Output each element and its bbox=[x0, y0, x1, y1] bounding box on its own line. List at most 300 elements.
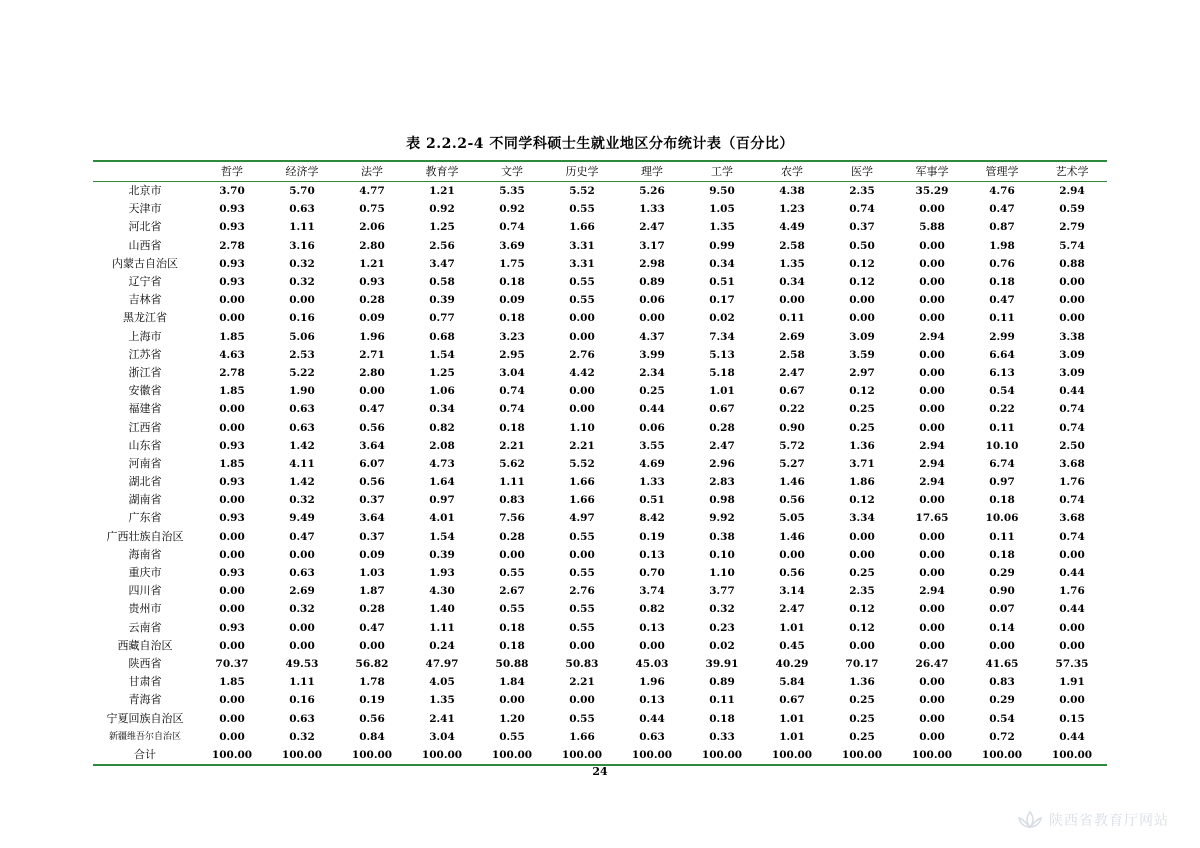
value-cell: 2.78 bbox=[219, 239, 245, 252]
value-cell: 3.71 bbox=[849, 457, 875, 470]
value-cell: 2.34 bbox=[639, 366, 665, 379]
value-cell: 1.11 bbox=[289, 676, 315, 689]
value-cell: 17.65 bbox=[915, 512, 949, 525]
table-row bbox=[93, 509, 1107, 527]
value-cell: 0.00 bbox=[1059, 639, 1085, 652]
value-cell: 2.94 bbox=[919, 476, 945, 489]
value-cell: 6.07 bbox=[359, 457, 385, 470]
value-cell: 2.41 bbox=[429, 712, 455, 725]
value-cell: 2.58 bbox=[779, 348, 805, 361]
value-cell: 0.90 bbox=[989, 585, 1015, 598]
value-cell: 0.37 bbox=[359, 494, 385, 507]
value-cell: 2.47 bbox=[709, 439, 735, 452]
value-cell: 1.40 bbox=[429, 603, 455, 616]
column-header: 军事学 bbox=[897, 161, 967, 182]
value-cell: 2.56 bbox=[429, 239, 455, 252]
value-cell: 2.98 bbox=[639, 257, 665, 270]
region-label: 陕西省 bbox=[128, 656, 162, 670]
value-cell: 0.55 bbox=[569, 567, 595, 580]
value-cell: 1.25 bbox=[429, 366, 455, 379]
table-row bbox=[93, 673, 1107, 691]
table-row bbox=[93, 528, 1107, 546]
value-cell: 4.69 bbox=[639, 457, 665, 470]
value-cell: 39.91 bbox=[705, 657, 739, 670]
value-cell: 0.00 bbox=[919, 603, 945, 616]
value-cell: 1.75 bbox=[499, 257, 525, 270]
value-cell: 1.76 bbox=[1059, 476, 1085, 489]
employment-region-table bbox=[93, 160, 1107, 766]
value-cell: 0.92 bbox=[499, 203, 525, 216]
value-cell: 100.00 bbox=[757, 746, 827, 765]
value-cell: 6.64 bbox=[989, 348, 1015, 361]
value-cell: 0.12 bbox=[849, 276, 875, 289]
value-cell: 0.18 bbox=[499, 312, 525, 325]
value-cell: 0.00 bbox=[499, 548, 525, 561]
table-row bbox=[93, 346, 1107, 364]
value-cell: 0.16 bbox=[289, 694, 315, 707]
value-cell: 0.55 bbox=[569, 276, 595, 289]
value-cell: 0.00 bbox=[919, 403, 945, 416]
table-row bbox=[93, 273, 1107, 291]
value-cell: 0.00 bbox=[919, 712, 945, 725]
value-cell: 0.00 bbox=[849, 312, 875, 325]
table-header-row bbox=[93, 161, 1107, 182]
value-cell: 0.00 bbox=[1059, 276, 1085, 289]
value-cell: 3.38 bbox=[1059, 330, 1085, 343]
value-cell: 0.74 bbox=[1059, 421, 1085, 434]
value-cell: 0.93 bbox=[219, 476, 245, 489]
table-row bbox=[93, 400, 1107, 418]
value-cell: 5.52 bbox=[569, 185, 595, 198]
value-cell: 0.93 bbox=[219, 221, 245, 234]
value-cell: 0.00 bbox=[569, 548, 595, 561]
value-cell: 40.29 bbox=[775, 657, 809, 670]
value-cell: 0.19 bbox=[639, 530, 665, 543]
value-cell: 0.55 bbox=[499, 603, 525, 616]
value-cell: 1.11 bbox=[429, 621, 455, 634]
value-cell: 100.00 bbox=[897, 746, 967, 765]
column-header: 经济学 bbox=[267, 161, 337, 182]
value-cell: 0.22 bbox=[779, 403, 805, 416]
value-cell: 1.54 bbox=[429, 348, 455, 361]
value-cell: 0.28 bbox=[359, 603, 385, 616]
value-cell: 0.74 bbox=[499, 403, 525, 416]
value-cell: 0.00 bbox=[359, 639, 385, 652]
value-cell: 0.58 bbox=[429, 276, 455, 289]
value-cell: 2.69 bbox=[779, 330, 805, 343]
value-cell: 1.06 bbox=[429, 385, 455, 398]
value-cell: 0.47 bbox=[989, 203, 1015, 216]
value-cell: 5.26 bbox=[639, 185, 665, 198]
region-label: 河北省 bbox=[128, 220, 162, 234]
value-cell: 0.00 bbox=[849, 639, 875, 652]
value-cell: 0.63 bbox=[289, 203, 315, 216]
value-cell: 2.47 bbox=[779, 366, 805, 379]
value-cell: 1.33 bbox=[639, 203, 665, 216]
watermark-text: 陕西省教育厅网站 bbox=[1049, 813, 1169, 829]
value-cell: 2.47 bbox=[779, 603, 805, 616]
value-cell: 0.00 bbox=[919, 621, 945, 634]
value-cell: 0.14 bbox=[989, 621, 1015, 634]
site-watermark bbox=[1015, 808, 1195, 832]
region-label: 山东省 bbox=[128, 438, 162, 452]
value-cell: 0.18 bbox=[989, 494, 1015, 507]
value-cell: 57.35 bbox=[1055, 657, 1089, 670]
value-cell: 9.50 bbox=[709, 185, 735, 198]
value-cell: 2.21 bbox=[569, 676, 595, 689]
value-cell: 0.00 bbox=[569, 330, 595, 343]
value-cell: 0.00 bbox=[1059, 548, 1085, 561]
value-cell: 0.93 bbox=[219, 257, 245, 270]
value-cell: 0.00 bbox=[919, 203, 945, 216]
table-row bbox=[93, 473, 1107, 491]
value-cell: 3.69 bbox=[499, 239, 525, 252]
region-label: 吉林省 bbox=[128, 293, 162, 307]
value-cell: 8.42 bbox=[639, 512, 665, 525]
value-cell: 0.98 bbox=[709, 494, 735, 507]
value-cell: 1.90 bbox=[289, 385, 315, 398]
table-row bbox=[93, 637, 1107, 655]
value-cell: 5.70 bbox=[289, 185, 315, 198]
table-row bbox=[93, 564, 1107, 582]
value-cell: 0.00 bbox=[919, 567, 945, 580]
column-header: 艺术学 bbox=[1037, 161, 1107, 182]
value-cell: 3.04 bbox=[499, 366, 525, 379]
value-cell: 0.67 bbox=[779, 385, 805, 398]
value-cell: 1.36 bbox=[849, 676, 875, 689]
value-cell: 0.00 bbox=[919, 494, 945, 507]
value-cell: 35.29 bbox=[915, 185, 949, 198]
value-cell: 4.05 bbox=[429, 676, 455, 689]
table-row bbox=[93, 600, 1107, 618]
value-cell: 0.29 bbox=[989, 567, 1015, 580]
value-cell: 3.70 bbox=[219, 185, 245, 198]
value-cell: 0.63 bbox=[289, 421, 315, 434]
column-header: 理学 bbox=[617, 161, 687, 182]
value-cell: 1.84 bbox=[499, 676, 525, 689]
value-cell: 0.00 bbox=[849, 294, 875, 307]
value-cell: 4.63 bbox=[219, 348, 245, 361]
value-cell: 4.01 bbox=[429, 512, 455, 525]
value-cell: 0.00 bbox=[219, 294, 245, 307]
value-cell: 0.18 bbox=[499, 639, 525, 652]
value-cell: 1.66 bbox=[569, 476, 595, 489]
value-cell: 100.00 bbox=[477, 746, 547, 765]
value-cell: 45.03 bbox=[635, 657, 669, 670]
value-cell: 1.10 bbox=[569, 421, 595, 434]
value-cell: 2.80 bbox=[359, 366, 385, 379]
value-cell: 0.00 bbox=[919, 694, 945, 707]
value-cell: 100.00 bbox=[267, 746, 337, 765]
region-label: 浙江省 bbox=[128, 365, 162, 379]
table-row bbox=[93, 655, 1107, 673]
value-cell: 0.47 bbox=[359, 403, 385, 416]
table-row bbox=[93, 491, 1107, 509]
value-cell: 3.59 bbox=[849, 348, 875, 361]
value-cell: 5.13 bbox=[709, 348, 735, 361]
value-cell: 2.99 bbox=[989, 330, 1015, 343]
value-cell: 3.55 bbox=[639, 439, 665, 452]
value-cell: 1.35 bbox=[709, 221, 735, 234]
region-label: 江西省 bbox=[128, 420, 162, 434]
value-cell: 4.49 bbox=[779, 221, 805, 234]
value-cell: 0.18 bbox=[989, 548, 1015, 561]
value-cell: 0.56 bbox=[779, 494, 805, 507]
value-cell: 0.00 bbox=[919, 676, 945, 689]
value-cell: 0.00 bbox=[219, 603, 245, 616]
column-header: 工学 bbox=[687, 161, 757, 182]
value-cell: 0.47 bbox=[989, 294, 1015, 307]
value-cell: 0.00 bbox=[499, 694, 525, 707]
region-label: 海南省 bbox=[128, 547, 162, 561]
table-row bbox=[93, 418, 1107, 436]
value-cell: 2.97 bbox=[849, 366, 875, 379]
value-cell: 0.45 bbox=[779, 639, 805, 652]
value-cell: 0.44 bbox=[1059, 730, 1085, 743]
value-cell: 2.79 bbox=[1059, 221, 1085, 234]
value-cell: 0.18 bbox=[499, 621, 525, 634]
value-cell: 100.00 bbox=[407, 746, 477, 765]
value-cell: 0.74 bbox=[1059, 530, 1085, 543]
value-cell: 5.27 bbox=[779, 457, 805, 470]
value-cell: 0.00 bbox=[219, 585, 245, 598]
value-cell: 0.24 bbox=[429, 639, 455, 652]
value-cell: 5.05 bbox=[779, 512, 805, 525]
value-cell: 1.66 bbox=[569, 494, 595, 507]
region-label: 山西省 bbox=[128, 238, 162, 252]
value-cell: 0.11 bbox=[989, 530, 1015, 543]
value-cell: 4.76 bbox=[989, 185, 1015, 198]
value-cell: 0.32 bbox=[289, 257, 315, 270]
value-cell: 4.37 bbox=[639, 330, 665, 343]
value-cell: 47.97 bbox=[425, 657, 459, 670]
value-cell: 0.88 bbox=[1059, 257, 1085, 270]
value-cell: 0.00 bbox=[219, 639, 245, 652]
value-cell: 2.80 bbox=[359, 239, 385, 252]
value-cell: 0.75 bbox=[359, 203, 385, 216]
value-cell: 0.25 bbox=[849, 403, 875, 416]
value-cell: 0.12 bbox=[849, 257, 875, 270]
value-cell: 0.44 bbox=[639, 712, 665, 725]
value-cell: 0.00 bbox=[219, 730, 245, 743]
value-cell: 2.69 bbox=[289, 585, 315, 598]
value-cell: 0.00 bbox=[919, 239, 945, 252]
value-cell: 0.00 bbox=[569, 312, 595, 325]
value-cell: 3.04 bbox=[429, 730, 455, 743]
value-cell: 3.09 bbox=[1059, 348, 1085, 361]
column-header: 文学 bbox=[477, 161, 547, 182]
value-cell: 3.99 bbox=[639, 348, 665, 361]
value-cell: 0.44 bbox=[1059, 567, 1085, 580]
value-cell: 0.12 bbox=[849, 603, 875, 616]
value-cell: 0.09 bbox=[359, 548, 385, 561]
value-cell: 2.06 bbox=[359, 221, 385, 234]
value-cell: 4.30 bbox=[429, 585, 455, 598]
column-header: 哲学 bbox=[197, 161, 267, 182]
table-row bbox=[93, 691, 1107, 709]
value-cell: 0.11 bbox=[709, 694, 735, 707]
value-cell: 0.00 bbox=[289, 294, 315, 307]
value-cell: 0.93 bbox=[359, 276, 385, 289]
value-cell: 100.00 bbox=[1037, 746, 1107, 765]
value-cell: 0.02 bbox=[709, 639, 735, 652]
value-cell: 0.55 bbox=[569, 530, 595, 543]
value-cell: 49.53 bbox=[285, 657, 319, 670]
value-cell: 1.21 bbox=[359, 257, 385, 270]
value-cell: 0.93 bbox=[219, 621, 245, 634]
table-row bbox=[93, 182, 1107, 201]
value-cell: 0.00 bbox=[919, 385, 945, 398]
value-cell: 1.76 bbox=[1059, 585, 1085, 598]
value-cell: 2.96 bbox=[709, 457, 735, 470]
table-row bbox=[93, 328, 1107, 346]
value-cell: 0.38 bbox=[709, 530, 735, 543]
value-cell: 0.00 bbox=[849, 548, 875, 561]
value-cell: 0.37 bbox=[849, 221, 875, 234]
value-cell: 1.85 bbox=[219, 676, 245, 689]
region-label: 辽宁省 bbox=[128, 275, 162, 289]
value-cell: 0.55 bbox=[569, 621, 595, 634]
value-cell: 0.74 bbox=[499, 385, 525, 398]
value-cell: 0.00 bbox=[219, 530, 245, 543]
value-cell: 0.89 bbox=[639, 276, 665, 289]
value-cell: 0.74 bbox=[1059, 403, 1085, 416]
table-row bbox=[93, 218, 1107, 236]
value-cell: 0.00 bbox=[919, 548, 945, 561]
value-cell: 0.00 bbox=[569, 385, 595, 398]
value-cell: 0.12 bbox=[849, 494, 875, 507]
value-cell: 0.34 bbox=[779, 276, 805, 289]
value-cell: 0.55 bbox=[569, 203, 595, 216]
value-cell: 0.39 bbox=[429, 294, 455, 307]
value-cell: 0.97 bbox=[429, 494, 455, 507]
region-label: 新疆维吾尔自治区 bbox=[108, 731, 181, 742]
table-row bbox=[93, 582, 1107, 600]
table-row bbox=[93, 382, 1107, 400]
value-cell: 1.25 bbox=[429, 221, 455, 234]
value-cell: 2.08 bbox=[429, 439, 455, 452]
value-cell: 4.73 bbox=[429, 457, 455, 470]
value-cell: 0.93 bbox=[219, 567, 245, 580]
page-number: 24 bbox=[592, 765, 608, 778]
value-cell: 1.21 bbox=[429, 185, 455, 198]
value-cell: 50.88 bbox=[495, 657, 529, 670]
value-cell: 2.94 bbox=[919, 585, 945, 598]
region-label: 黑龙江省 bbox=[123, 311, 167, 325]
value-cell: 3.64 bbox=[359, 439, 385, 452]
value-cell: 0.59 bbox=[1059, 203, 1085, 216]
value-cell: 1.66 bbox=[569, 730, 595, 743]
value-cell: 1.05 bbox=[709, 203, 735, 216]
value-cell: 3.77 bbox=[709, 585, 735, 598]
value-cell: 2.58 bbox=[779, 239, 805, 252]
value-cell: 0.74 bbox=[849, 203, 875, 216]
value-cell: 3.34 bbox=[849, 512, 875, 525]
value-cell: 100.00 bbox=[197, 746, 267, 765]
column-header: 法学 bbox=[337, 161, 407, 182]
value-cell: 100.00 bbox=[547, 746, 617, 765]
value-cell: 0.67 bbox=[779, 694, 805, 707]
value-cell: 0.68 bbox=[429, 330, 455, 343]
value-cell: 100.00 bbox=[337, 746, 407, 765]
region-label: 福建省 bbox=[128, 402, 162, 416]
value-cell: 0.17 bbox=[709, 294, 735, 307]
value-cell: 0.06 bbox=[639, 421, 665, 434]
value-cell: 2.47 bbox=[639, 221, 665, 234]
value-cell: 0.54 bbox=[989, 385, 1015, 398]
value-cell: 0.09 bbox=[499, 294, 525, 307]
value-cell: 1.91 bbox=[1059, 676, 1085, 689]
value-cell: 3.68 bbox=[1059, 457, 1085, 470]
value-cell: 1.86 bbox=[849, 476, 875, 489]
value-cell: 1.03 bbox=[359, 567, 385, 580]
value-cell: 0.16 bbox=[289, 312, 315, 325]
region-label: 重庆市 bbox=[128, 566, 162, 580]
value-cell: 2.21 bbox=[499, 439, 525, 452]
column-header: 管理学 bbox=[967, 161, 1037, 182]
value-cell: 0.37 bbox=[359, 530, 385, 543]
value-cell: 0.13 bbox=[639, 548, 665, 561]
value-cell: 0.93 bbox=[219, 512, 245, 525]
value-cell: 3.14 bbox=[779, 585, 805, 598]
value-cell: 1.11 bbox=[499, 476, 525, 489]
value-cell: 0.67 bbox=[709, 403, 735, 416]
value-cell: 0.93 bbox=[219, 439, 245, 452]
value-cell: 0.87 bbox=[989, 221, 1015, 234]
value-cell: 0.55 bbox=[499, 567, 525, 580]
value-cell: 0.00 bbox=[289, 548, 315, 561]
region-label: 甘肃省 bbox=[128, 675, 162, 689]
value-cell: 7.56 bbox=[499, 512, 525, 525]
value-cell: 0.12 bbox=[849, 385, 875, 398]
value-cell: 0.74 bbox=[1059, 494, 1085, 507]
value-cell: 5.84 bbox=[779, 676, 805, 689]
value-cell: 0.00 bbox=[639, 639, 665, 652]
value-cell: 0.50 bbox=[849, 239, 875, 252]
value-cell: 0.25 bbox=[849, 694, 875, 707]
value-cell: 1.85 bbox=[219, 330, 245, 343]
flower-logo-icon bbox=[1015, 809, 1045, 831]
value-cell: 3.09 bbox=[849, 330, 875, 343]
table-row bbox=[93, 728, 1107, 746]
value-cell: 3.17 bbox=[639, 239, 665, 252]
table-row bbox=[93, 455, 1107, 473]
value-cell: 0.13 bbox=[639, 694, 665, 707]
value-cell: 9.49 bbox=[289, 512, 315, 525]
value-cell: 2.78 bbox=[219, 366, 245, 379]
value-cell: 0.22 bbox=[989, 403, 1015, 416]
value-cell: 1.20 bbox=[499, 712, 525, 725]
value-cell: 5.35 bbox=[499, 185, 525, 198]
value-cell: 0.23 bbox=[709, 621, 735, 634]
value-cell: 2.53 bbox=[289, 348, 315, 361]
value-cell: 10.10 bbox=[985, 439, 1019, 452]
value-cell: 0.00 bbox=[219, 548, 245, 561]
table-row bbox=[93, 619, 1107, 637]
value-cell: 0.02 bbox=[709, 312, 735, 325]
value-cell: 9.92 bbox=[709, 512, 735, 525]
value-cell: 1.42 bbox=[289, 439, 315, 452]
value-cell: 0.56 bbox=[359, 421, 385, 434]
value-cell: 0.55 bbox=[569, 294, 595, 307]
value-cell: 0.63 bbox=[289, 712, 315, 725]
value-cell: 1.11 bbox=[289, 221, 315, 234]
value-cell: 1.98 bbox=[989, 239, 1015, 252]
value-cell: 0.82 bbox=[429, 421, 455, 434]
region-label: 青海省 bbox=[128, 693, 162, 707]
region-label: 合计 bbox=[93, 746, 197, 765]
value-cell: 2.50 bbox=[1059, 439, 1085, 452]
